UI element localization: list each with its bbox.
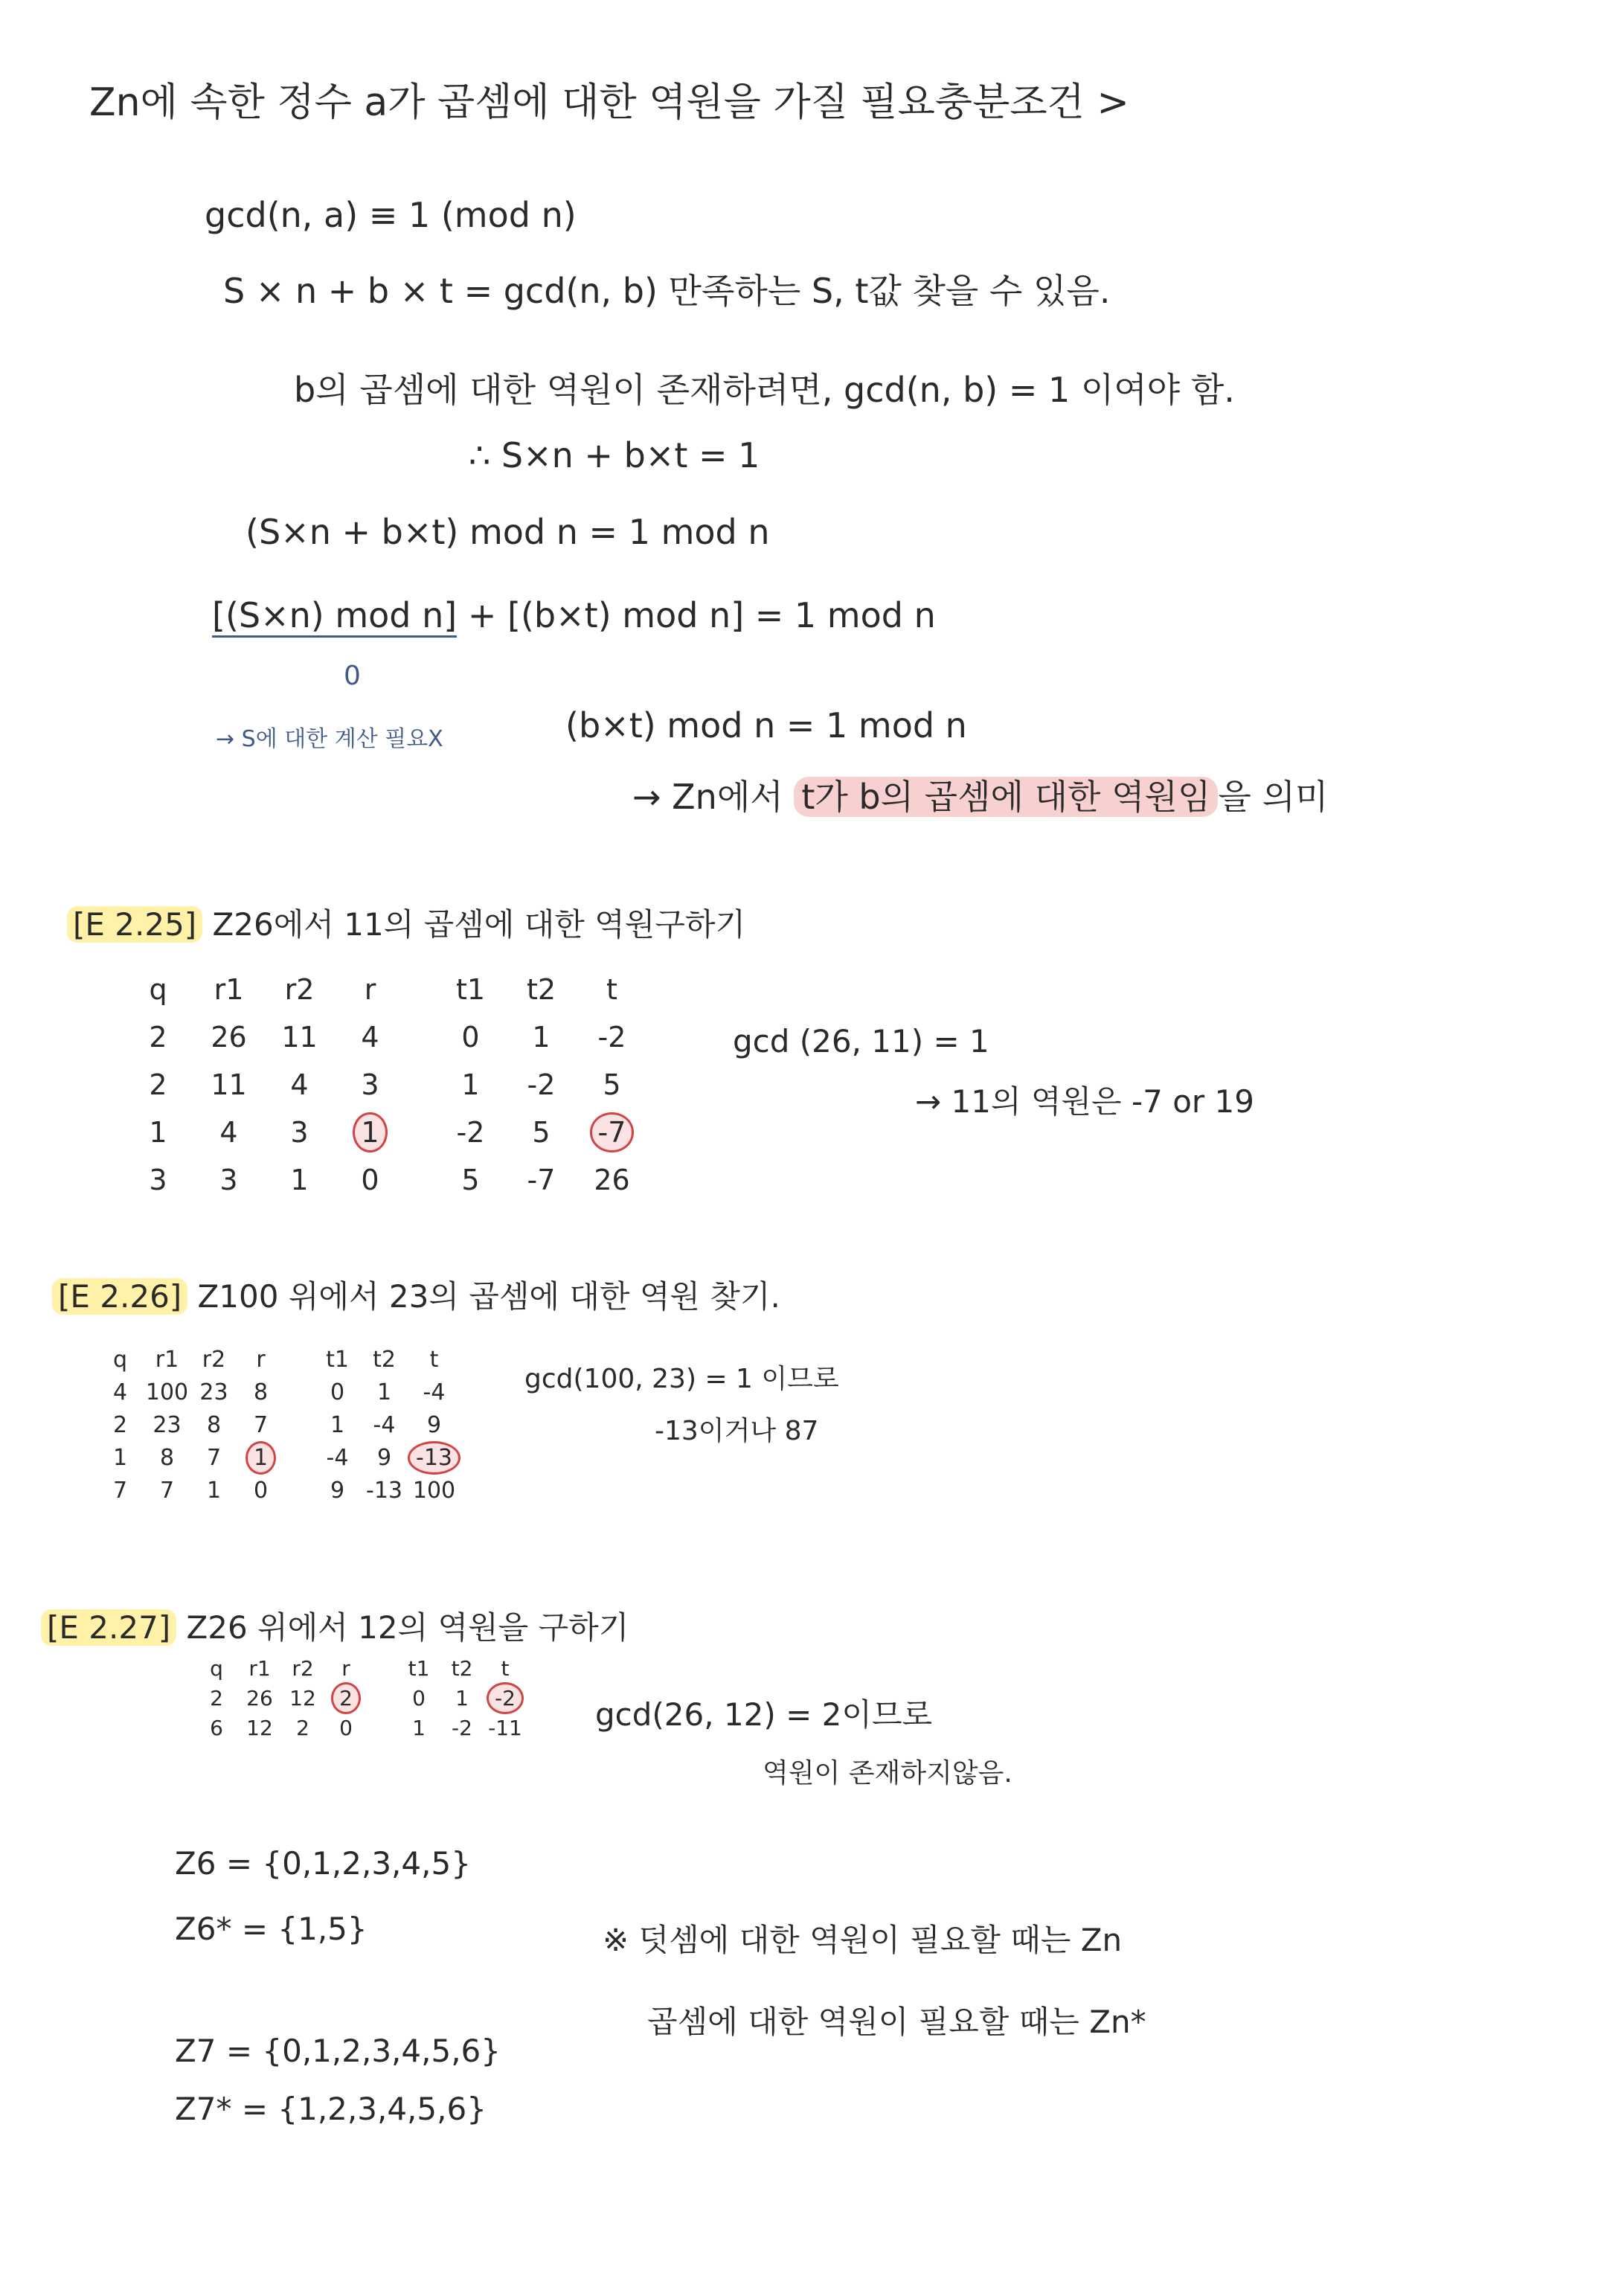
table-cell: [506, 1109, 577, 1156]
table-cell: [190, 1441, 237, 1474]
table-cell: [144, 1408, 190, 1441]
cell-value: 5: [461, 1164, 480, 1196]
meaning-suffix: 을 의미: [1218, 777, 1329, 817]
cell-value: 0: [330, 1379, 345, 1405]
table-row: [123, 1156, 647, 1204]
table-cell: [484, 1713, 527, 1742]
cell-value: 2: [149, 1068, 167, 1101]
column-header: r: [364, 973, 376, 1006]
intro-gcd-condition: gcd(n, a) ≡ 1 (mod n): [205, 195, 577, 235]
table-cell: [123, 1109, 193, 1156]
cell-value: 7: [253, 1411, 269, 1438]
cell-value: 3: [219, 1164, 238, 1196]
table-cell: [123, 1061, 193, 1109]
table-cell: [324, 1683, 368, 1713]
column-header: r2: [202, 1346, 226, 1373]
e227-table: [195, 1653, 527, 1742]
cell-value: 2: [112, 1411, 128, 1438]
table-cell: [361, 1376, 408, 1408]
table-cell: [435, 1109, 506, 1156]
e225-tag: [E 2.25]: [67, 906, 202, 943]
cell-value: -7: [590, 1112, 635, 1152]
table-cell: [237, 1376, 284, 1408]
e225-table: [123, 966, 647, 1204]
table-row: [97, 1441, 460, 1474]
table-cell: [335, 1061, 405, 1109]
table-cell: [190, 1474, 237, 1507]
table-header-row: [195, 1653, 527, 1683]
table-cell: [335, 1156, 405, 1204]
intro-bezout: S × n + b × t = gcd(n, b) 만족하는 S, t값 찾을 수 있음.: [223, 271, 1111, 311]
cell-value: 0: [412, 1685, 426, 1710]
e226-result: -13이거나 87: [655, 1416, 819, 1446]
e226-gcd: gcd(100, 23) = 1 이므로: [524, 1364, 839, 1394]
cell-value: 5: [532, 1116, 551, 1149]
table-cell: [193, 1013, 264, 1061]
cell-value: 1: [245, 1441, 276, 1475]
set-z7: Z7 = {0,1,2,3,4,5,6}: [175, 2033, 501, 2069]
column-header: t: [429, 1346, 439, 1373]
cell-value: 1: [206, 1477, 222, 1504]
table-cell: [97, 1408, 144, 1441]
table-cell: [314, 1408, 361, 1441]
cell-value: 23: [199, 1379, 228, 1405]
e226-table: [97, 1343, 460, 1507]
cell-value: 9: [376, 1444, 392, 1471]
cell-value: -2: [456, 1116, 485, 1149]
cell-value: 2: [296, 1715, 309, 1740]
bracket-equation: [212, 595, 936, 635]
table-cell: [193, 1109, 264, 1156]
cell-value: 3: [290, 1116, 309, 1149]
table-cell: [506, 1156, 577, 1204]
cell-value: 8: [253, 1379, 269, 1405]
column-header: t: [606, 973, 617, 1006]
cell-value: 4: [290, 1068, 309, 1101]
cell-value: 1: [353, 1112, 387, 1152]
cell-value: 1: [330, 1411, 345, 1438]
cell-value: -4: [373, 1411, 396, 1438]
cell-value: -4: [326, 1444, 349, 1471]
table-cell: [237, 1441, 284, 1474]
cell-value: -2: [452, 1715, 472, 1740]
table-cell: [440, 1713, 484, 1742]
table-cell: [435, 1061, 506, 1109]
cell-value: 1: [461, 1068, 480, 1101]
cell-value: -2: [527, 1068, 556, 1101]
table-cell: [577, 1013, 647, 1061]
table-cell: [264, 1013, 335, 1061]
table-cell: [190, 1376, 237, 1408]
meaning-highlight: t가 b의 곱셈에 대한 역원임: [794, 777, 1218, 817]
table-cell: [97, 1441, 144, 1474]
cell-value: 12: [289, 1685, 316, 1710]
column-header: t1: [455, 973, 486, 1006]
table-cell: [281, 1713, 324, 1742]
table-cell: [144, 1474, 190, 1507]
cell-value: 1: [412, 1715, 426, 1740]
column-header: r1: [248, 1655, 271, 1681]
cell-value: 100: [145, 1379, 189, 1405]
table-header-row: [123, 966, 647, 1013]
table-cell: [264, 1156, 335, 1204]
table-cell: [264, 1109, 335, 1156]
cell-value: 100: [412, 1477, 456, 1504]
e225-result: → 11의 역원은 -7 or 19: [915, 1083, 1254, 1120]
bracket-left: [(S×n) mod n]: [212, 595, 457, 638]
table-cell: [238, 1683, 281, 1713]
e225-gcd: gcd (26, 11) = 1: [733, 1023, 989, 1059]
table-cell: [314, 1474, 361, 1507]
cell-value: -7: [527, 1164, 556, 1196]
remark-additive: ※ 덧셈에 대한 역원이 필요할 때는 Zn: [603, 1922, 1123, 1958]
table-cell: [397, 1713, 440, 1742]
meaning-prefix: → Zn에서: [632, 777, 795, 817]
column-header: t2: [451, 1655, 473, 1681]
table-cell: [97, 1474, 144, 1507]
column-header: r: [341, 1655, 350, 1681]
table-row: [123, 1109, 647, 1156]
table-row: [123, 1061, 647, 1109]
table-row: [195, 1713, 527, 1742]
cell-value: 7: [112, 1477, 128, 1504]
cell-value: 3: [149, 1164, 167, 1196]
cell-value: 7: [206, 1444, 222, 1471]
column-header: t1: [326, 1346, 349, 1373]
cell-value: -2: [487, 1682, 524, 1714]
table-cell: [435, 1156, 506, 1204]
set-z6-star: Z6* = {1,5}: [175, 1911, 368, 1947]
cell-value: 1: [455, 1685, 469, 1710]
table-cell: [506, 1061, 577, 1109]
column-header: r1: [155, 1346, 179, 1373]
column-header: r2: [292, 1655, 314, 1681]
table-cell: [408, 1474, 460, 1507]
table-cell: [361, 1408, 408, 1441]
cell-value: 26: [246, 1685, 273, 1710]
table-cell: [506, 1013, 577, 1061]
table-cell: [144, 1441, 190, 1474]
column-header: t: [501, 1655, 510, 1681]
table-cell: [144, 1376, 190, 1408]
table-cell: [335, 1013, 405, 1061]
cell-value: 11: [211, 1068, 247, 1101]
e227-tag: [E 2.27]: [41, 1609, 176, 1646]
column-header: t1: [408, 1655, 430, 1681]
table-cell: [193, 1061, 264, 1109]
table-cell: [281, 1683, 324, 1713]
intro-inverse-condition: b의 곱셈에 대한 역원이 존재하려면, gcd(n, b) = 1 이여야 함.: [294, 370, 1235, 410]
table-header-row: [97, 1343, 460, 1376]
table-cell: [577, 1109, 647, 1156]
table-cell: [324, 1713, 368, 1742]
cell-value: -13: [408, 1441, 460, 1475]
e226-heading: [52, 1272, 780, 1317]
cell-value: 2: [149, 1021, 167, 1054]
table-cell: [195, 1683, 238, 1713]
table-cell: [435, 1013, 506, 1061]
table-cell: [440, 1683, 484, 1713]
set-z6: Z6 = {0,1,2,3,4,5}: [175, 1845, 471, 1882]
set-z7-star: Z7* = {1,2,3,4,5,6}: [175, 2091, 487, 2127]
cell-value: 1: [149, 1116, 167, 1149]
table-row: [97, 1408, 460, 1441]
cell-value: 1: [112, 1444, 128, 1471]
intro-mod-equation: (S×n + b×t) mod n = 1 mod n: [245, 512, 770, 552]
e225-heading: [67, 900, 745, 945]
table-cell: [264, 1061, 335, 1109]
cell-value: 9: [330, 1477, 345, 1504]
s-note: → S에 대한 계산 필요X: [216, 726, 443, 752]
cell-value: -4: [423, 1379, 446, 1405]
cell-value: 1: [376, 1379, 392, 1405]
e227-title: Z26 위에서 12의 역원을 구하기: [176, 1609, 629, 1646]
table-cell: [408, 1441, 460, 1474]
column-header: q: [210, 1655, 223, 1681]
bt-equation: (b×t) mod n = 1 mod n: [565, 705, 967, 745]
remark-multiplicative: 곱셈에 대한 역원이 필요할 때는 Zn*: [647, 2004, 1146, 2040]
table-cell: [314, 1441, 361, 1474]
table-cell: [484, 1683, 527, 1713]
page-title: Zn에 속한 정수 a가 곱셈에 대한 역원을 가질 필요충분조건 >: [89, 80, 1129, 125]
table-cell: [238, 1713, 281, 1742]
cell-value: 0: [253, 1477, 269, 1504]
cell-value: 11: [281, 1021, 318, 1054]
cell-value: 8: [206, 1411, 222, 1438]
cell-value: 7: [159, 1477, 175, 1504]
table-cell: [123, 1156, 193, 1204]
e225-title: Z26에서 11의 곱셈에 대한 역원구하기: [202, 906, 746, 943]
table-cell: [408, 1408, 460, 1441]
cell-value: 4: [112, 1379, 128, 1405]
cell-value: 8: [159, 1444, 175, 1471]
meaning-line: [632, 770, 1328, 819]
cell-value: 23: [153, 1411, 182, 1438]
table-cell: [195, 1713, 238, 1742]
column-header: r: [256, 1346, 266, 1373]
column-header: r1: [214, 973, 244, 1006]
cell-value: -13: [366, 1477, 402, 1504]
table-cell: [193, 1156, 264, 1204]
table-cell: [190, 1408, 237, 1441]
table-cell: [97, 1376, 144, 1408]
cell-value: 9: [426, 1411, 442, 1438]
table-cell: [237, 1408, 284, 1441]
table-cell: [335, 1109, 405, 1156]
cell-value: 2: [210, 1685, 223, 1710]
cell-value: 4: [361, 1021, 379, 1054]
cell-value: 6: [210, 1715, 223, 1740]
e226-title: Z100 위에서 23의 곱셈에 대한 역원 찾기.: [187, 1278, 780, 1315]
cell-value: 3: [361, 1068, 379, 1101]
e227-result: 역원이 존재하지않음.: [763, 1758, 1012, 1789]
table-cell: [397, 1683, 440, 1713]
cell-value: 12: [246, 1715, 273, 1740]
e227-gcd: gcd(26, 12) = 2이므로: [595, 1696, 933, 1733]
cell-value: 4: [219, 1116, 238, 1149]
cell-value: 1: [532, 1021, 551, 1054]
cell-value: 0: [461, 1021, 480, 1054]
table-cell: [123, 1013, 193, 1061]
cell-value: 26: [594, 1164, 630, 1196]
intro-therefore: ∴ S×n + b×t = 1: [469, 435, 760, 475]
column-header: t2: [526, 973, 556, 1006]
table-row: [97, 1474, 460, 1507]
table-cell: [237, 1474, 284, 1507]
table-cell: [314, 1376, 361, 1408]
table-cell: [577, 1061, 647, 1109]
cell-value: 26: [211, 1021, 247, 1054]
bracket-right: + [(b×t) mod n] = 1 mod n: [457, 595, 936, 635]
cell-value: -11: [488, 1715, 522, 1740]
column-header: t2: [373, 1346, 396, 1373]
table-row: [195, 1683, 527, 1713]
cell-value: 0: [361, 1164, 379, 1196]
table-cell: [361, 1441, 408, 1474]
table-row: [97, 1376, 460, 1408]
table-cell: [361, 1474, 408, 1507]
zero-annotation: 0: [344, 661, 361, 691]
cell-value: 0: [339, 1715, 353, 1740]
column-header: q: [112, 1346, 128, 1373]
cell-value: 2: [331, 1682, 361, 1714]
cell-value: -2: [597, 1021, 626, 1054]
e226-tag: [E 2.26]: [52, 1278, 187, 1315]
table-cell: [408, 1376, 460, 1408]
e227-heading: [41, 1603, 629, 1648]
column-header: q: [149, 973, 167, 1006]
cell-value: 5: [603, 1068, 621, 1101]
table-cell: [577, 1156, 647, 1204]
cell-value: 1: [290, 1164, 309, 1196]
table-row: [123, 1013, 647, 1061]
column-header: r2: [284, 973, 315, 1006]
